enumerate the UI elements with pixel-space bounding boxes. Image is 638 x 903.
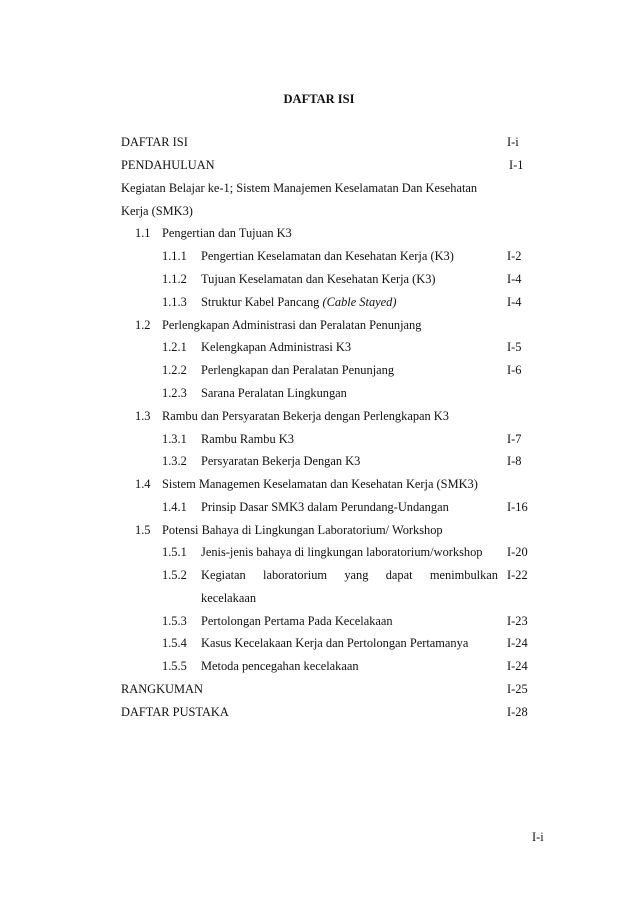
toc-subsection-1-4-1[interactable] — [0, 498, 638, 516]
toc-page-number: I-20 — [507, 545, 528, 559]
toc-label: Tujuan Keselamatan dan Kesehatan Kerja (K3) — [201, 272, 436, 286]
toc-label: Pengertian dan Tujuan K3 — [162, 226, 292, 240]
toc-label-word: dapat — [385, 568, 413, 582]
toc-label: Rambu Rambu K3 — [201, 432, 294, 446]
toc-subsection-1-2-2[interactable] — [0, 361, 638, 379]
toc-label-word: yang — [344, 568, 369, 582]
toc-page-number: I-6 — [507, 363, 522, 377]
toc-number: 1.2.2 — [162, 363, 187, 377]
toc-label: Persyaratan Bekerja Dengan K3 — [201, 454, 361, 468]
toc-subsection-1-5-2-cont — [0, 589, 638, 607]
toc-subsection-1-5-5[interactable] — [0, 657, 638, 675]
toc-entry-kegiatan[interactable] — [0, 179, 638, 197]
toc-subsection-1-3-2[interactable] — [0, 452, 638, 470]
toc-number: 1.2.1 — [162, 340, 187, 354]
toc-label: Sistem Managemen Keselamatan dan Kesehatan Kerja (SMK3) — [162, 477, 478, 491]
toc-label: PENDAHULUAN — [121, 158, 215, 172]
toc-subsection-1-1-2[interactable] — [0, 270, 638, 288]
toc-label: DAFTAR PUSTAKA — [121, 705, 229, 719]
toc-label: Potensi Bahaya di Lingkungan Laboratorium/ Workshop — [162, 523, 443, 537]
toc-entry-pendahuluan[interactable] — [0, 156, 638, 174]
toc-label: Kelengkapan Administrasi K3 — [201, 340, 352, 354]
toc-entry-daftar-pustaka[interactable] — [0, 703, 638, 721]
toc-section-1-3[interactable] — [0, 407, 638, 425]
toc-subsection-1-2-3[interactable] — [0, 384, 638, 402]
toc-label: Rambu dan Persyaratan Bekerja dengan Perlengkapan K3 — [162, 409, 449, 423]
toc-number: 1.1.3 — [162, 295, 187, 309]
toc-page-number: I-16 — [507, 500, 528, 514]
footer-page-number: I-i — [532, 830, 544, 844]
toc-page-number: I-7 — [507, 432, 522, 446]
toc-subsection-1-5-3[interactable] — [0, 612, 638, 630]
toc-subsection-1-3-1[interactable] — [0, 430, 638, 448]
toc-subsection-1-1-1[interactable] — [0, 247, 638, 265]
toc-number: 1.5.3 — [162, 614, 187, 628]
toc-page-number: I-23 — [507, 614, 528, 628]
toc-number: 1.3 — [135, 409, 151, 423]
toc-subsection-1-1-3[interactable] — [0, 293, 638, 311]
toc-label: Perlengkapan Administrasi dan Peralatan Penunjang — [162, 318, 422, 332]
toc-label — [201, 293, 396, 311]
toc-entry-kegiatan-cont — [0, 202, 638, 220]
toc-page-number: I-24 — [507, 636, 528, 650]
toc-subsection-1-5-1[interactable] — [0, 543, 638, 561]
toc-number: 1.5.4 — [162, 636, 187, 650]
toc-page-number: I-28 — [507, 705, 528, 719]
toc-page-number: I-5 — [507, 340, 522, 354]
toc-label: Kerja (SMK3) — [121, 204, 193, 218]
toc-label: RANGKUMAN — [121, 682, 203, 696]
toc-page-number: I-25 — [507, 682, 528, 696]
toc-label: Jenis-jenis bahaya di lingkungan laboratorium/workshop — [201, 545, 483, 559]
toc-page-number: I-22 — [507, 568, 528, 582]
toc-label-word: laboratorium — [263, 568, 328, 582]
toc-label-text: Struktur Kabel Pancang — [201, 295, 320, 309]
toc-label: Pertolongan Pertama Pada Kecelakaan — [201, 614, 393, 628]
toc-label-word: Kegiatan — [201, 568, 246, 582]
toc-section-1-1[interactable] — [0, 224, 638, 242]
page-title: DAFTAR ISI — [283, 92, 355, 106]
toc-number: 1.3.1 — [162, 432, 187, 446]
toc-page-number: I-4 — [507, 272, 522, 286]
toc-number: 1.2.3 — [162, 386, 187, 400]
toc-page-number: I-24 — [507, 659, 528, 673]
toc-number: 1.5.1 — [162, 545, 187, 559]
toc-number: 1.5.2 — [162, 568, 187, 582]
toc-number: 1.1.2 — [162, 272, 187, 286]
toc-page-number: I-2 — [507, 249, 522, 263]
toc-label-italic: (Cable Stayed) — [322, 295, 397, 309]
toc-number: 1.3.2 — [162, 454, 187, 468]
toc-label: Pengertian Keselamatan dan Kesehatan Kerja (K3) — [201, 249, 454, 263]
toc-label-word: menimbulkan — [429, 568, 498, 582]
toc-label: Kasus Kecelakaan Kerja dan Pertolongan Pertamanya — [201, 636, 469, 650]
toc-label: DAFTAR ISI — [121, 135, 188, 149]
toc-number: 1.2 — [135, 318, 151, 332]
toc-label: Sarana Peralatan Lingkungan — [201, 386, 347, 400]
toc-entry-daftar-isi[interactable] — [0, 133, 638, 151]
toc-section-1-2[interactable] — [0, 316, 638, 334]
toc-label: kecelakaan — [201, 591, 257, 605]
toc-number: 1.4 — [135, 477, 151, 491]
toc-page-number: I-i — [507, 135, 519, 149]
toc-label: Perlengkapan dan Peralatan Penunjang — [201, 363, 395, 377]
toc-number: 1.1 — [135, 226, 151, 240]
toc-subsection-1-5-4[interactable] — [0, 634, 638, 652]
toc-subsection-1-5-2[interactable] — [0, 566, 638, 584]
toc-number: 1.5 — [135, 523, 151, 537]
toc-page-number: I-8 — [507, 454, 522, 468]
toc-number: 1.5.5 — [162, 659, 187, 673]
toc-number: 1.1.1 — [162, 249, 187, 263]
toc-page-number: I-1 — [509, 158, 524, 172]
toc-number: 1.4.1 — [162, 500, 187, 514]
toc-section-1-4[interactable] — [0, 475, 638, 493]
toc-section-1-5[interactable] — [0, 521, 638, 539]
toc-page-number: I-4 — [507, 295, 522, 309]
toc-label: Prinsip Dasar SMK3 dalam Perundang-Undangan — [201, 500, 449, 514]
toc-entry-rangkuman[interactable] — [0, 680, 638, 698]
toc-subsection-1-2-1[interactable] — [0, 338, 638, 356]
toc-label: Metoda pencegahan kecelakaan — [201, 659, 359, 673]
toc-label — [201, 566, 498, 584]
toc-label: Kegiatan Belajar ke-1; Sistem Manajemen Keselamatan Dan Kesehatan — [121, 181, 478, 195]
